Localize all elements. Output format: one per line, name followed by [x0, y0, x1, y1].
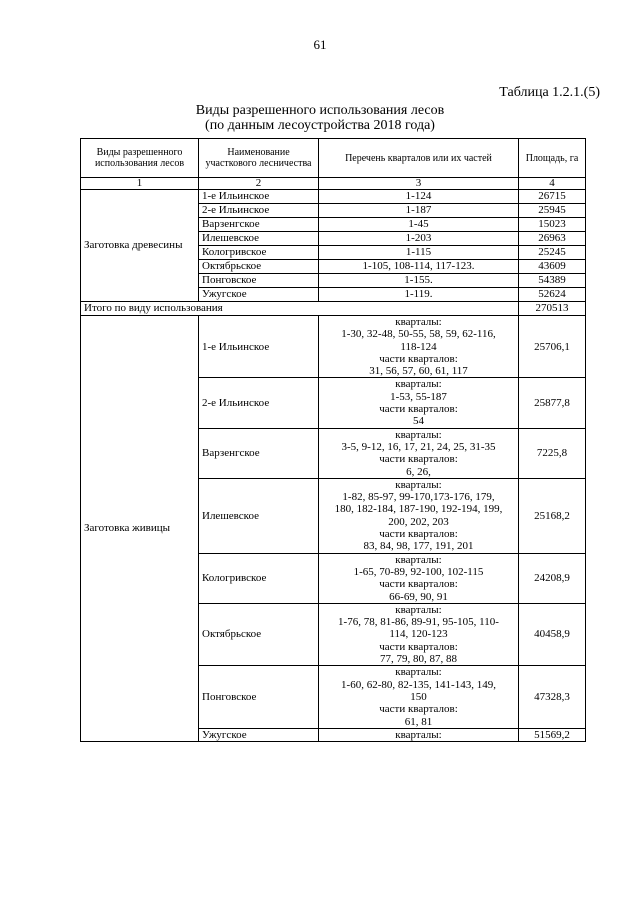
- forestry-cell: 1-е Ильинское: [199, 190, 319, 204]
- quarters-line: 66-69, 90, 91: [389, 590, 448, 603]
- quarters-line: части кварталов:: [379, 453, 458, 466]
- forestry-cell: Варзенгское: [199, 428, 319, 478]
- area-cell: 15023: [519, 218, 586, 232]
- table-label: Таблица 1.2.1.(5): [499, 85, 600, 100]
- quarters-cell: [319, 666, 519, 728]
- quarters-cell: 1-203: [319, 232, 519, 246]
- quarters-line: 118-124: [400, 340, 437, 353]
- area-cell: 24208,9: [519, 553, 586, 603]
- quarters-line: 1-76, 78, 81-86, 89-91, 95-105, 110-: [338, 616, 499, 629]
- quarters-cell: [319, 603, 519, 665]
- area-cell: 26715: [519, 190, 586, 204]
- total-value: 270513: [519, 302, 586, 316]
- quarters-line: кварталы:: [395, 378, 442, 391]
- quarters-cell: 1-155.: [319, 274, 519, 288]
- area-cell: 7225,8: [519, 428, 586, 478]
- header-forestry: Наименование участкового лесничества: [199, 139, 319, 178]
- forestry-cell: 2-е Ильинское: [199, 378, 319, 428]
- area-cell: 25706,1: [519, 316, 586, 378]
- quarters-line: 1-82, 85-97, 99-170,173-176, 179,: [342, 491, 495, 504]
- quarters-line: кварталы:: [395, 428, 442, 441]
- area-cell: 51569,2: [519, 728, 586, 741]
- wood-harvest-section: [81, 190, 586, 316]
- quarters-line: кварталы:: [395, 728, 442, 741]
- quarters-cell: [319, 316, 519, 378]
- column-number: 4: [519, 178, 586, 190]
- caption-line-1: Виды разрешенного использования лесов: [195, 103, 445, 118]
- quarters-cell: 1-105, 108-114, 117-123.: [319, 260, 519, 274]
- area-cell: 47328,3: [519, 666, 586, 728]
- header-use: Виды разрешенного использования лесов: [81, 139, 199, 178]
- table-caption: [80, 103, 560, 133]
- use-type-cell: Заготовка древесины: [81, 190, 199, 302]
- quarters-cell: [319, 728, 519, 741]
- forestry-cell: Кологривское: [199, 553, 319, 603]
- quarters-line: части кварталов:: [379, 640, 458, 653]
- quarters-line: 200, 202, 203: [388, 515, 449, 528]
- quarters-line: части кварталов:: [379, 703, 458, 716]
- area-cell: 52624: [519, 288, 586, 302]
- area-cell: 25945: [519, 204, 586, 218]
- forestry-cell: Ужугское: [199, 728, 319, 741]
- quarters-cell: [319, 378, 519, 428]
- quarters-line: части кварталов:: [379, 528, 458, 541]
- quarters-line: 6, 26,: [406, 465, 431, 478]
- quarters-cell: [319, 478, 519, 553]
- quarters-line: 3-5, 9-12, 16, 17, 21, 24, 25, 31-35: [341, 440, 496, 453]
- column-number: 2: [199, 178, 319, 190]
- table-row: [81, 316, 586, 378]
- quarters-cell: 1-45: [319, 218, 519, 232]
- quarters-line: части кварталов:: [379, 578, 458, 591]
- quarters-cell: 1-119.: [319, 288, 519, 302]
- forestry-cell: Октябрьское: [199, 603, 319, 665]
- forestry-cell: Октябрьское: [199, 260, 319, 274]
- column-number: 1: [81, 178, 199, 190]
- quarters-line: 61, 81: [404, 715, 433, 728]
- quarters-line: 77, 79, 80, 87, 88: [380, 653, 457, 666]
- forestry-cell: Илешевское: [199, 232, 319, 246]
- forestry-cell: Ужугское: [199, 288, 319, 302]
- total-label: Итого по виду использования: [81, 302, 519, 316]
- area-cell: 25168,2: [519, 478, 586, 553]
- quarters-line: кварталы:: [395, 478, 442, 491]
- column-number: 3: [319, 178, 519, 190]
- quarters-cell: [319, 428, 519, 478]
- quarters-line: 1-65, 70-89, 92-100, 102-115: [353, 565, 484, 578]
- quarters-line: 1-60, 62-80, 82-135, 141-143, 149,: [341, 678, 496, 691]
- forestry-cell: 1-е Ильинское: [199, 316, 319, 378]
- area-cell: 26963: [519, 232, 586, 246]
- header-area: Площадь, га: [519, 139, 586, 178]
- quarters-line: 1-30, 32-48, 50-55, 58, 59, 62-116,: [341, 328, 496, 341]
- use-type-cell: Заготовка живицы: [81, 316, 199, 742]
- quarters-line: 180, 182-184, 187-190, 192-194, 199,: [334, 503, 503, 516]
- area-cell: 25245: [519, 246, 586, 260]
- quarters-line: 54: [413, 415, 424, 428]
- forest-use-table: [80, 138, 586, 742]
- resin-harvest-section: [81, 316, 586, 742]
- quarters-cell: 1-115: [319, 246, 519, 260]
- area-cell: 40458,9: [519, 603, 586, 665]
- forestry-cell: Варзенгское: [199, 218, 319, 232]
- quarters-line: 150: [410, 690, 427, 703]
- quarters-line: кварталы:: [395, 603, 442, 616]
- quarters-line: части кварталов:: [379, 403, 458, 416]
- forestry-cell: Илешевское: [199, 478, 319, 553]
- header-row: [81, 139, 586, 178]
- quarters-line: части кварталов:: [379, 352, 458, 365]
- quarters-cell: 1-124: [319, 190, 519, 204]
- forestry-cell: Кологривское: [199, 246, 319, 260]
- quarters-line: 31, 56, 57, 60, 61, 117: [369, 365, 468, 378]
- forestry-cell: Понговское: [199, 274, 319, 288]
- forestry-cell: Понговское: [199, 666, 319, 728]
- quarters-line: кварталы:: [395, 666, 442, 679]
- quarters-line: 114, 120-123: [389, 628, 448, 641]
- area-cell: 25877,8: [519, 378, 586, 428]
- area-cell: 43609: [519, 260, 586, 274]
- caption-line-2: (по данным лесоустройства 2018 года): [205, 118, 435, 133]
- quarters-line: кварталы:: [395, 316, 442, 328]
- quarters-cell: [319, 553, 519, 603]
- area-cell: 54389: [519, 274, 586, 288]
- page-number: 61: [313, 37, 327, 52]
- header-quarters: Перечень кварталов или их частей: [319, 139, 519, 178]
- quarters-cell: 1-187: [319, 204, 519, 218]
- column-number-row: [81, 178, 586, 190]
- quarters-line: 83, 84, 98, 177, 191, 201: [363, 540, 474, 553]
- quarters-line: кварталы:: [395, 553, 442, 566]
- total-row: [81, 302, 586, 316]
- quarters-line: 1-53, 55-187: [390, 390, 447, 403]
- forestry-cell: 2-е Ильинское: [199, 204, 319, 218]
- table-row: [81, 190, 586, 204]
